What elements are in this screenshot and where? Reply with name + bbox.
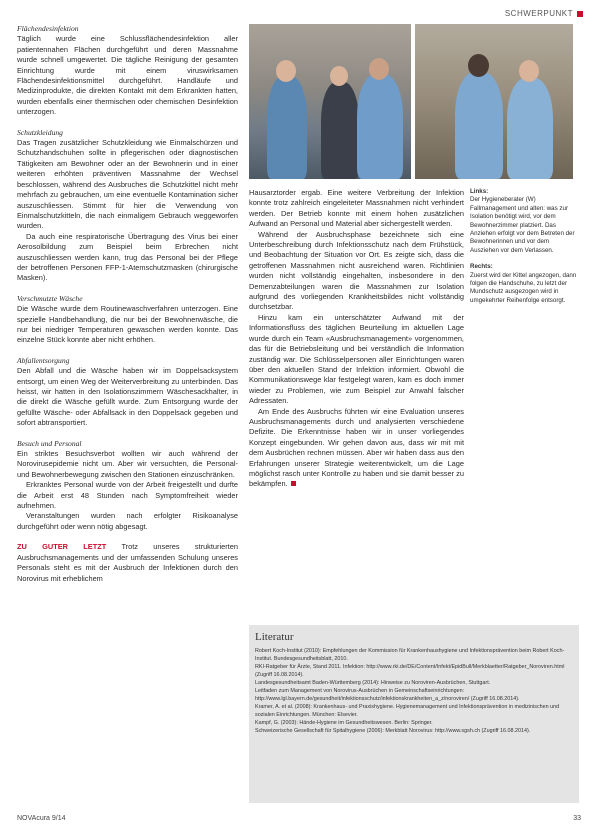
literature-item: Schweizerische Gesellschaft für Spitalhygiene (2006): Merkblatt Norovirus: http://www.sgsh.ch (Zugriff 16.08.2014).: [255, 728, 531, 734]
section-label: SCHWERPUNKT: [504, 9, 573, 18]
subheading-flaechendesinfektion: Flächendesinfektion: [17, 24, 79, 33]
literature-item: Kramer, A. et al. (2008): Krankenhaus- und Praxishygiene. Hygienemanagement und Infektionsprävention in medizinischen und sozialen Einrichtungen. München: Elsevier.: [255, 704, 560, 718]
paragraph: Das Tragen zusätzlicher Schutzkleidung wie Einmalschürzen und Schutzhandschuhen sollte in pflegerischen oder diagnostischen Tätigkeiten am Bewohner oder an der Bewohnerin und in einer weiteren erhöhten präventiven Massnahme der Wechsel beschlossen, während des Ausbruches die Schutzkittel nicht mehr mehrfach zu gebrauchen, um eine eventuelle Kontamination sicher auszuschliessen. Stimmt für hier die Verwendung von Einmalschutzkitteln, die nach einmaligem Gebrauch weggeworfen wurden.: [17, 138, 238, 231]
caption-text: Zuerst wird der Kittel angezogen, dann folgen die Handschuhe, zu letzt der Mundschutz ausgezogen wird in umgekehrter Reihenfolge entsorgt.: [470, 271, 577, 304]
footer-publication: NOVAcura 9/14: [17, 815, 66, 822]
person-figure: [357, 74, 403, 179]
section-header: [505, 9, 583, 18]
paragraph: Hausarztorder ergab. Eine weitere Verbreitung der Infektion konnte trotz zahlreich eingeleiteter Massnahmen nicht verhindert werden. Der Betrieb konnte mit einem hohen zusätzlichen Aufwand an Personal und Material aber sichergestellt werden.: [249, 188, 464, 229]
person-head: [468, 54, 489, 77]
left-column: [17, 24, 238, 584]
middle-column: [249, 188, 464, 490]
zu-guter-letzt-label: ZU GUTER LETZT: [17, 542, 107, 552]
subheading-schutzkleidung: Schutzkleidung: [17, 127, 63, 137]
literature-list: [249, 647, 579, 735]
paragraph: Da auch eine respiratorische Übertragung des Virus bei einer Aerosolbildung zum Beispiel beim Erbrechen nicht auszuschliessen werden kann, trug das Personal bei der Pflege der betroffenen Personen FFP-1-Atemschutzmasken (chirurgische Masken).: [17, 231, 238, 283]
literature-title: Literatur: [255, 631, 294, 643]
photo-caption: [470, 188, 578, 305]
photo-right: [415, 24, 573, 179]
paragraph: Ein striktes Besuchsverbot wollten wir auch während der Norovirusepidemie nicht um. Aber wir versuchten, die Personal- und Bewohnerbewegung zwischen den Stationen einzuschränken.: [17, 449, 238, 479]
paragraph: [249, 407, 464, 490]
person-head: [330, 66, 348, 86]
paragraph: Während der Ausbruchsphase bezeichnete sich eine Unterbeschreibung durch Infektionsschutz nach dem Frühstück, und Beobachtung der Situation vor Ort. Es zeigte sich, dass die getroffenen Massnahmen nicht ausreichend waren. Richtlinien wurden nicht vollständig eingehalten, insbesondere in den Demenzabteilungen waren die Massnahmen zur Isolation aufgrund des vorliegenden Krankheitsbildes nicht vollständig durchsetzbar.: [249, 229, 464, 312]
person-head: [519, 60, 539, 82]
person-figure: [507, 78, 553, 179]
subheading-waesche: Verschmutzte Wäsche: [17, 293, 83, 303]
closing-paragraph: [17, 542, 238, 584]
paragraph: Den Abfall und die Wäsche haben wir im Doppelsacksystem entsorgt, um einen Weg der Weiterverbreitung zu unterbinden. Das heisst, wir hatten in den Isolationszimmern Wäschesackhalter, in die direkt die Wäsche gefüllt wurde. Zum Entsorgung wurde der gefüllte Wäsche- oder Abfallsack in den Doppelsack gegeben und sofort abtransportiert.: [17, 366, 238, 428]
caption-left: [470, 188, 578, 255]
paragraph: Veranstaltungen wurden nach erfolgter Risikoanalyse durchgeführt oder wenn nötig abgesagt.: [17, 511, 238, 531]
paragraph: Hinzu kam ein unterschätzter Aufwand mit der Informationsfluss des täglichen Beurteilung im aktuellen Lage wurde durch ein Team «Ausbruchsmanagement» vorgenommen, das für die Betriebsleitung und bei verständlich die Information zuständig war. Die Schlüsselpersonen aller Einrichtungen waren über den aktuellen Stand der Infektion informiert. Obwohl die Kommunikationswege klar festgelegt waren, kam es doch immer wieder zu Problemen, wie zum Beispiel zur Anwahl falscher Adressaten.: [249, 312, 464, 406]
literature-box: [249, 625, 579, 803]
photo-left: [249, 24, 411, 179]
paragraph: Täglich wurde eine Schlussflächendesinfektion aller patientennahen Flächen durchgeführt und deren Massnahme wurde schnell umgewertet. Die tägliche Reinigung der gesamten Einrichtung wurde mit einem viruswirksamen Flächendesinfektionsmittel durchgeführt. Handläufe und Medizinprodukte, die direkten Kontakt mit dem Erkrankten hatten, wurden ebenfalls einer thermischen oder chemischen Desinfektion unterzogen.: [17, 34, 238, 117]
subheading-besuch-personal: Besuch und Personal: [17, 438, 82, 448]
literature-item: RKI-Ratgeber für Ärzte, Stand 2011. Infektion: http://www.rki.de/DE/Content/Infekt/EpidBull/Merkblaetter/Ratgeber_Noroviren.html (Zugriff 16.08.2014).: [255, 664, 565, 678]
literature-item: Leitfaden zum Management von Norovirus-Ausbrüchen in Gemeinschaftseinrichtungen: http://www.lgl.bayern.de/gesundheit/infektionsschutz/infektionskrankheiten_a_z/noroviren/ (Zugriff 16.08.2014).: [255, 688, 520, 702]
person-figure: [455, 72, 503, 179]
final-paragraph-text: Am Ende des Ausbruchs führten wir eine Evaluation unseres Ausbruchsmanagements durch und analysierten verschiedene Defizite. Die Erkenntnisse haben wir in unser vorliegendes Konzept eingebunden. Wir gehen davon aus, dass wir mit mit dem Ausbrüchen rechnen müssen. Aber wir haben dass aus den Erfahrungen unserer Strategie weiterentwickelt, um die Lage möglichst rasch unter Kontrolle zu haben und sie damit besser zu bekämpfen.: [249, 406, 464, 489]
caption-label: Links:: [470, 188, 489, 195]
person-head: [369, 58, 389, 80]
paragraph: Erkranktes Personal wurde von der Arbeit freigestellt und durfte die Arbeit erst 48 Stunden nach Symptomfreiheit wieder aufnehmen.: [17, 480, 238, 511]
person-figure: [321, 82, 359, 179]
subheading-abfallentsorgung: Abfallentsorgung: [17, 355, 70, 365]
caption-right: [470, 263, 578, 305]
person-head: [276, 60, 296, 82]
literature-item: Kampf, G. (2003): Hände-Hygiene im Gesundheitswesen. Berlin: Springer.: [255, 720, 433, 726]
section-marker-icon: [577, 11, 583, 17]
end-marker-icon: [291, 481, 296, 486]
caption-text: Der Hygieneberater (W) Fallmanagement und alten: was zur Isolation benötigt wird, vor dem Bewohnerzimmer platziert. Das Anziehen erfolgt vor dem Betreten der Bewohnerinnen und vor dem Ausziehen vor dem Verlassen.: [470, 196, 575, 254]
person-figure: [267, 76, 307, 179]
literature-item: Landesgesundheitsamt Baden-Württemberg (2014): Hinweise zu Noroviren-Ausbrüchen, Stuttgart.: [255, 680, 491, 686]
closing-text: Trotz unseres strukturierten Ausbruchsmanagements und der umfassenden Schulung unseres Personals steht es mit der Ausbruch der Infektionen durch den Norovirus mit erheblichem: [17, 542, 238, 583]
literature-item: Robert Koch-Institut (2010): Empfehlungen der Kommission für Krankenhaushygiene und Infektionsprävention beim Robert Koch-Institut. Bundesgesundheitsblatt, 2010.: [255, 648, 565, 662]
caption-label: Rechts:: [470, 263, 493, 271]
paragraph: Die Wäsche wurde dem Routinewaschverfahren unterzogen. Eine spezielle Handbehandlung, die nur bei der Bewohnerwäsche, die nur bei niedriger Temperaturen gewaschen werden konnte. Das einzelne Stück konnte aber nicht erhöhen.: [17, 304, 238, 345]
page-number: 33: [573, 815, 581, 822]
